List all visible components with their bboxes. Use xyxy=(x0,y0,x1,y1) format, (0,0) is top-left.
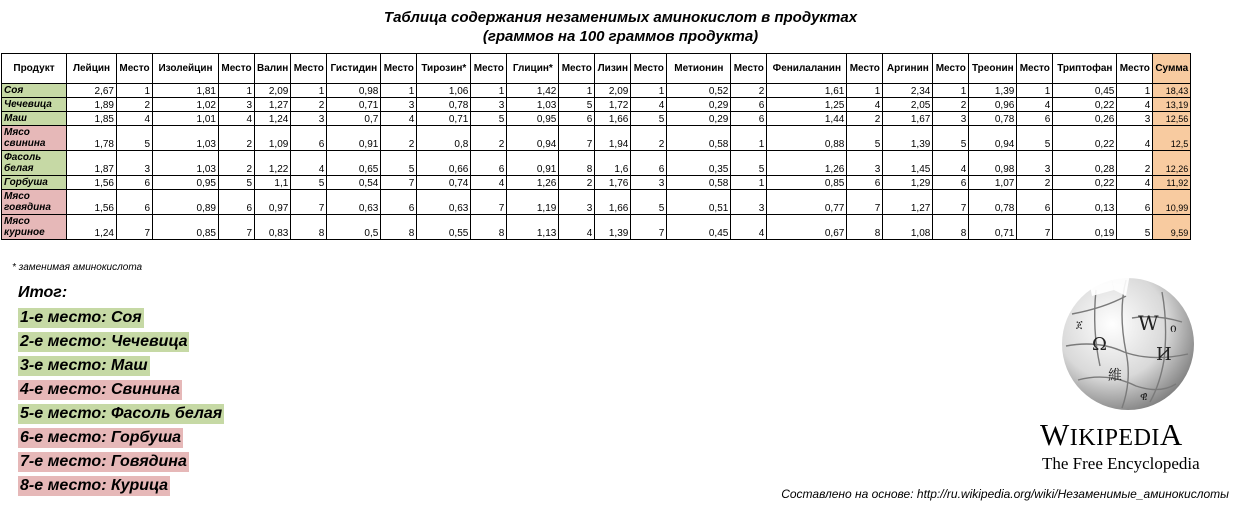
rank-cell: 6 xyxy=(1017,112,1053,126)
column-header: Гистидин xyxy=(327,54,381,84)
svg-text:W: W xyxy=(1138,311,1159,335)
value-cell: 0,52 xyxy=(667,84,731,98)
sum-cell: 12,56 xyxy=(1153,112,1191,126)
value-cell: 1,56 xyxy=(67,190,117,215)
rank-cell: 7 xyxy=(631,215,667,240)
rank-cell: 5 xyxy=(1017,126,1053,151)
rank-cell: 6 xyxy=(219,190,255,215)
value-cell: 0,85 xyxy=(767,176,847,190)
summary-row xyxy=(18,304,224,328)
value-cell: 2,09 xyxy=(255,84,291,98)
column-header: Сумма xyxy=(1153,54,1191,84)
column-header: Место xyxy=(381,54,417,84)
rank-cell: 7 xyxy=(117,215,153,240)
summary-place: 5-е место: Фасоль белая xyxy=(20,405,223,422)
value-cell: 0,63 xyxy=(327,190,381,215)
value-cell: 0,22 xyxy=(1053,126,1117,151)
rank-cell: 3 xyxy=(559,190,595,215)
rank-cell: 8 xyxy=(471,215,507,240)
value-cell: 0,67 xyxy=(767,215,847,240)
rank-cell: 3 xyxy=(117,151,153,176)
rank-cell: 5 xyxy=(559,98,595,112)
summary-row xyxy=(18,376,224,400)
product-cell: Горбуша xyxy=(2,176,67,190)
sum-cell: 9,59 xyxy=(1153,215,1191,240)
rank-cell: 2 xyxy=(559,176,595,190)
source-note: Составлено на основе: http://ru.wikipedia.org/wiki/Незаменимые_аминокислоты xyxy=(781,487,1229,501)
summary-place: 4-е место: Свинина xyxy=(20,381,180,398)
table-row xyxy=(2,84,1191,98)
rank-cell: 2 xyxy=(631,126,667,151)
value-cell: 1,09 xyxy=(255,126,291,151)
value-cell: 0,13 xyxy=(1053,190,1117,215)
value-cell: 1,39 xyxy=(969,84,1017,98)
value-cell: 1,27 xyxy=(255,98,291,112)
sum-cell: 12,5 xyxy=(1153,126,1191,151)
amino-acid-table xyxy=(1,53,1191,240)
value-cell: 0,29 xyxy=(667,98,731,112)
rank-cell: 4 xyxy=(219,112,255,126)
svg-text:維: 維 xyxy=(1108,368,1122,384)
value-cell: 0,91 xyxy=(327,126,381,151)
rank-cell: 7 xyxy=(559,126,595,151)
column-header: Место xyxy=(1017,54,1053,84)
summary-place: 7-е место: Говядина xyxy=(20,453,187,470)
value-cell: 0,7 xyxy=(327,112,381,126)
value-cell: 1,44 xyxy=(767,112,847,126)
value-cell: 1,26 xyxy=(507,176,559,190)
column-header: Глицин* xyxy=(507,54,559,84)
value-cell: 1,24 xyxy=(255,112,291,126)
value-cell: 1,81 xyxy=(153,84,219,98)
value-cell: 0,98 xyxy=(969,151,1017,176)
rank-cell: 6 xyxy=(847,176,883,190)
rank-cell: 3 xyxy=(933,112,969,126)
sum-cell: 18,43 xyxy=(1153,84,1191,98)
value-cell: 1,45 xyxy=(883,151,933,176)
rank-cell: 1 xyxy=(219,84,255,98)
value-cell: 1,89 xyxy=(67,98,117,112)
value-cell: 2,09 xyxy=(595,84,631,98)
rank-cell: 6 xyxy=(631,151,667,176)
rank-cell: 4 xyxy=(471,176,507,190)
rank-cell: 1 xyxy=(933,84,969,98)
rank-cell: 3 xyxy=(731,190,767,215)
summary-block xyxy=(18,282,224,496)
value-cell: 1,78 xyxy=(67,126,117,151)
column-header: Треонин xyxy=(969,54,1017,84)
rank-cell: 7 xyxy=(471,190,507,215)
value-cell: 0,89 xyxy=(153,190,219,215)
column-header: Продукт xyxy=(2,54,67,84)
value-cell: 1,1 xyxy=(255,176,291,190)
rank-cell: 7 xyxy=(219,215,255,240)
value-cell: 1,26 xyxy=(767,151,847,176)
table-row xyxy=(2,190,1191,215)
rank-cell: 2 xyxy=(471,126,507,151)
title-line-1: Таблица содержания незаменимых аминокислот в продуктах xyxy=(383,9,858,26)
value-cell: 0,26 xyxy=(1053,112,1117,126)
rank-cell: 6 xyxy=(1117,190,1153,215)
value-cell: 0,85 xyxy=(153,215,219,240)
rank-cell: 4 xyxy=(1117,98,1153,112)
wikipedia-wordmark xyxy=(1040,418,1183,455)
value-cell: 0,51 xyxy=(667,190,731,215)
column-header: Изолейцин xyxy=(153,54,219,84)
rank-cell: 1 xyxy=(291,84,327,98)
svg-text:Ω: Ω xyxy=(1092,334,1107,355)
column-header: Место xyxy=(631,54,667,84)
value-cell: 1,03 xyxy=(507,98,559,112)
rank-cell: 6 xyxy=(117,190,153,215)
product-cell: Маш xyxy=(2,112,67,126)
rank-cell: 3 xyxy=(631,176,667,190)
summary-row xyxy=(18,448,224,472)
value-cell: 0,8 xyxy=(417,126,471,151)
rank-cell: 3 xyxy=(1017,151,1053,176)
value-cell: 0,96 xyxy=(969,98,1017,112)
rank-cell: 4 xyxy=(559,215,595,240)
value-cell: 1,03 xyxy=(153,151,219,176)
rank-cell: 6 xyxy=(471,151,507,176)
table-row xyxy=(2,98,1191,112)
svg-text:ዊ: ዊ xyxy=(1140,390,1148,403)
column-header: Фенилаланин xyxy=(767,54,847,84)
rank-cell: 7 xyxy=(381,176,417,190)
value-cell: 0,78 xyxy=(969,112,1017,126)
rank-cell: 2 xyxy=(219,151,255,176)
rank-cell: 4 xyxy=(731,215,767,240)
column-header: Место xyxy=(291,54,327,84)
rank-cell: 2 xyxy=(933,98,969,112)
sum-cell: 12,26 xyxy=(1153,151,1191,176)
value-cell: 1,22 xyxy=(255,151,291,176)
sum-cell: 13,19 xyxy=(1153,98,1191,112)
column-header: Лизин xyxy=(595,54,631,84)
table-row xyxy=(2,151,1191,176)
rank-cell: 1 xyxy=(731,126,767,151)
value-cell: 1,02 xyxy=(153,98,219,112)
rank-cell: 8 xyxy=(381,215,417,240)
value-cell: 0,5 xyxy=(327,215,381,240)
rank-cell: 6 xyxy=(381,190,417,215)
value-cell: 0,97 xyxy=(255,190,291,215)
value-cell: 1,85 xyxy=(67,112,117,126)
rank-cell: 3 xyxy=(219,98,255,112)
wikipedia-tagline: The Free Encyclopedia xyxy=(1042,454,1200,473)
rank-cell: 2 xyxy=(117,98,153,112)
rank-cell: 1 xyxy=(559,84,595,98)
rank-cell: 4 xyxy=(1017,98,1053,112)
rank-cell: 7 xyxy=(847,190,883,215)
rank-cell: 5 xyxy=(847,126,883,151)
value-cell: 0,78 xyxy=(969,190,1017,215)
svg-text:ጀ: ጀ xyxy=(1076,320,1083,331)
column-header: Место xyxy=(847,54,883,84)
value-cell: 1,24 xyxy=(67,215,117,240)
value-cell: 0,66 xyxy=(417,151,471,176)
value-cell: 0,74 xyxy=(417,176,471,190)
rank-cell: 2 xyxy=(219,126,255,151)
rank-cell: 3 xyxy=(381,98,417,112)
value-cell: 1,67 xyxy=(883,112,933,126)
rank-cell: 7 xyxy=(933,190,969,215)
value-cell: 1,94 xyxy=(595,126,631,151)
value-cell: 1,07 xyxy=(969,176,1017,190)
rank-cell: 3 xyxy=(291,112,327,126)
rank-cell: 8 xyxy=(291,215,327,240)
rank-cell: 4 xyxy=(631,98,667,112)
product-cell: Мясо куриное xyxy=(2,215,67,240)
rank-cell: 4 xyxy=(847,98,883,112)
rank-cell: 6 xyxy=(1017,190,1053,215)
rank-cell: 5 xyxy=(219,176,255,190)
rank-cell: 1 xyxy=(471,84,507,98)
value-cell: 2,34 xyxy=(883,84,933,98)
value-cell: 1,25 xyxy=(767,98,847,112)
value-cell: 1,39 xyxy=(595,215,631,240)
wordmark-middle: IKIPEDI xyxy=(1069,425,1160,451)
column-header: Место xyxy=(219,54,255,84)
product-cell: Чечевица xyxy=(2,98,67,112)
value-cell: 0,83 xyxy=(255,215,291,240)
value-cell: 0,78 xyxy=(417,98,471,112)
rank-cell: 3 xyxy=(847,151,883,176)
column-header: Место xyxy=(471,54,507,84)
value-cell: 1,29 xyxy=(883,176,933,190)
value-cell: 0,35 xyxy=(667,151,731,176)
rank-cell: 5 xyxy=(117,126,153,151)
value-cell: 0,71 xyxy=(417,112,471,126)
product-cell: Фасоль белая xyxy=(2,151,67,176)
table-row xyxy=(2,176,1191,190)
rank-cell: 2 xyxy=(1017,176,1053,190)
column-header: Место xyxy=(1117,54,1153,84)
value-cell: 2,67 xyxy=(67,84,117,98)
column-header: Триптофан xyxy=(1053,54,1117,84)
summary-row xyxy=(18,472,224,496)
value-cell: 0,45 xyxy=(1053,84,1117,98)
value-cell: 0,19 xyxy=(1053,215,1117,240)
value-cell: 0,91 xyxy=(507,151,559,176)
column-header: Место xyxy=(559,54,595,84)
rank-cell: 6 xyxy=(117,176,153,190)
column-header: Лейцин xyxy=(67,54,117,84)
value-cell: 1,72 xyxy=(595,98,631,112)
value-cell: 0,94 xyxy=(969,126,1017,151)
sum-cell: 11,92 xyxy=(1153,176,1191,190)
value-cell: 1,39 xyxy=(883,126,933,151)
rank-cell: 4 xyxy=(381,112,417,126)
rank-cell: 4 xyxy=(117,112,153,126)
rank-cell: 3 xyxy=(471,98,507,112)
value-cell: 1,76 xyxy=(595,176,631,190)
value-cell: 0,58 xyxy=(667,126,731,151)
summary-place: 6-е место: Горбуша xyxy=(20,429,182,446)
summary-row xyxy=(18,328,224,352)
value-cell: 1,42 xyxy=(507,84,559,98)
rank-cell: 4 xyxy=(1117,176,1153,190)
rank-cell: 5 xyxy=(1117,215,1153,240)
column-header: Место xyxy=(117,54,153,84)
rank-cell: 8 xyxy=(847,215,883,240)
column-header: Аргинин xyxy=(883,54,933,84)
rank-cell: 2 xyxy=(1117,151,1153,176)
rank-cell: 4 xyxy=(1117,126,1153,151)
value-cell: 0,95 xyxy=(507,112,559,126)
rank-cell: 8 xyxy=(559,151,595,176)
rank-cell: 1 xyxy=(1017,84,1053,98)
value-cell: 0,58 xyxy=(667,176,731,190)
value-cell: 1,01 xyxy=(153,112,219,126)
value-cell: 1,66 xyxy=(595,112,631,126)
rank-cell: 1 xyxy=(731,176,767,190)
rank-cell: 2 xyxy=(381,126,417,151)
value-cell: 1,56 xyxy=(67,176,117,190)
summary-row xyxy=(18,352,224,376)
value-cell: 0,71 xyxy=(969,215,1017,240)
value-cell: 1,66 xyxy=(595,190,631,215)
product-cell: Соя xyxy=(2,84,67,98)
summary-place: 1-е место: Соя xyxy=(20,309,142,326)
table-header-row xyxy=(2,54,1191,84)
svg-text:ი: ი xyxy=(1170,321,1177,335)
svg-text:И: И xyxy=(1156,344,1172,365)
rank-cell: 3 xyxy=(1117,112,1153,126)
rank-cell: 5 xyxy=(631,112,667,126)
summary-place: 8-е место: Курица xyxy=(20,477,169,494)
value-cell: 0,98 xyxy=(327,84,381,98)
summary-list xyxy=(18,304,224,496)
value-cell: 1,08 xyxy=(883,215,933,240)
summary-heading: Итог: xyxy=(18,284,68,301)
rank-cell: 6 xyxy=(731,112,767,126)
rank-cell: 1 xyxy=(117,84,153,98)
column-header: Место xyxy=(933,54,969,84)
value-cell: 0,71 xyxy=(327,98,381,112)
value-cell: 2,05 xyxy=(883,98,933,112)
rank-cell: 2 xyxy=(847,112,883,126)
value-cell: 0,28 xyxy=(1053,151,1117,176)
value-cell: 1,87 xyxy=(67,151,117,176)
wordmark-final: A xyxy=(1159,417,1183,452)
rank-cell: 6 xyxy=(933,176,969,190)
product-cell: Мясо свинина xyxy=(2,126,67,151)
rank-cell: 1 xyxy=(1117,84,1153,98)
summary-row xyxy=(18,424,224,448)
column-header: Валин xyxy=(255,54,291,84)
product-cell: Мясо говядина xyxy=(2,190,67,215)
value-cell: 0,88 xyxy=(767,126,847,151)
rank-cell: 4 xyxy=(291,151,327,176)
value-cell: 0,63 xyxy=(417,190,471,215)
value-cell: 1,13 xyxy=(507,215,559,240)
summary-place: 2-е место: Чечевица xyxy=(20,333,188,350)
rank-cell: 5 xyxy=(933,126,969,151)
column-header: Метионин xyxy=(667,54,731,84)
value-cell: 0,94 xyxy=(507,126,559,151)
rank-cell: 5 xyxy=(291,176,327,190)
value-cell: 0,55 xyxy=(417,215,471,240)
sum-cell: 10,99 xyxy=(1153,190,1191,215)
value-cell: 0,45 xyxy=(667,215,731,240)
table-row xyxy=(2,126,1191,151)
table-title xyxy=(0,8,1241,46)
rank-cell: 6 xyxy=(559,112,595,126)
rank-cell: 2 xyxy=(731,84,767,98)
value-cell: 0,22 xyxy=(1053,98,1117,112)
rank-cell: 4 xyxy=(933,151,969,176)
value-cell: 0,65 xyxy=(327,151,381,176)
value-cell: 1,19 xyxy=(507,190,559,215)
summary-row xyxy=(18,400,224,424)
rank-cell: 1 xyxy=(847,84,883,98)
value-cell: 1,03 xyxy=(153,126,219,151)
table-row xyxy=(2,215,1191,240)
rank-cell: 5 xyxy=(631,190,667,215)
value-cell: 1,6 xyxy=(595,151,631,176)
rank-cell: 1 xyxy=(631,84,667,98)
rank-cell: 5 xyxy=(471,112,507,126)
footnote: * заменимая аминокислота xyxy=(12,262,143,273)
column-header: Место xyxy=(731,54,767,84)
column-header: Тирозин* xyxy=(417,54,471,84)
summary-place: 3-е место: Маш xyxy=(20,357,148,374)
rank-cell: 7 xyxy=(291,190,327,215)
value-cell: 1,61 xyxy=(767,84,847,98)
title-line-2: (граммов на 100 граммов продукта) xyxy=(482,28,759,45)
value-cell: 0,95 xyxy=(153,176,219,190)
rank-cell: 5 xyxy=(731,151,767,176)
wordmark-initial: W xyxy=(1040,417,1070,452)
value-cell: 0,54 xyxy=(327,176,381,190)
rank-cell: 6 xyxy=(731,98,767,112)
value-cell: 1,06 xyxy=(417,84,471,98)
rank-cell: 7 xyxy=(1017,215,1053,240)
table-row xyxy=(2,112,1191,126)
value-cell: 0,29 xyxy=(667,112,731,126)
rank-cell: 2 xyxy=(291,98,327,112)
rank-cell: 5 xyxy=(381,151,417,176)
value-cell: 0,22 xyxy=(1053,176,1117,190)
wikipedia-globe-icon xyxy=(1052,268,1204,416)
rank-cell: 6 xyxy=(291,126,327,151)
value-cell: 0,77 xyxy=(767,190,847,215)
rank-cell: 1 xyxy=(381,84,417,98)
rank-cell: 8 xyxy=(933,215,969,240)
value-cell: 1,27 xyxy=(883,190,933,215)
